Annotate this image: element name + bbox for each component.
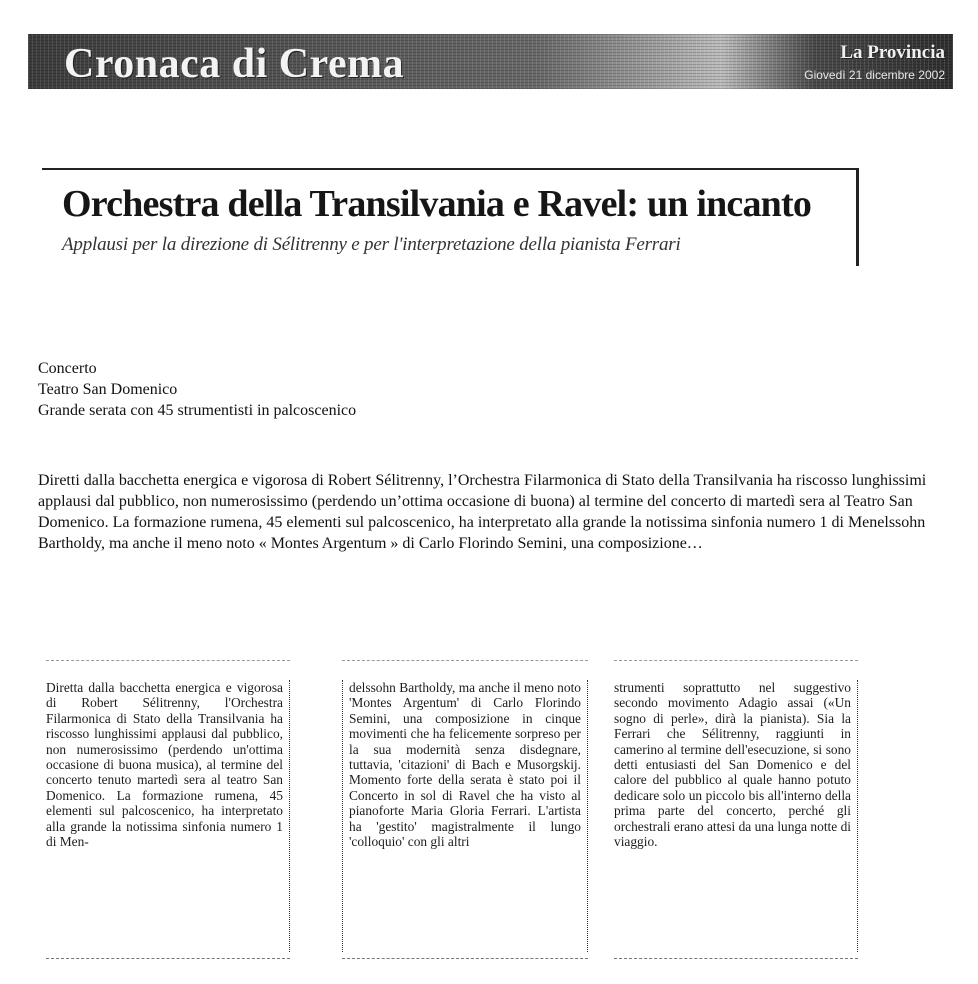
- masthead-banner: [28, 34, 953, 89]
- clipping-column-3: [614, 660, 858, 960]
- column-top-rule: [614, 660, 858, 662]
- column-bottom-rule: [46, 958, 290, 960]
- column-1-text: Diretta dalla bacchetta energica e vigorosa di Robert Sélitrenny, l'Orchestra Filarmonica di Stato della Transilvania ha riscosso lunghissimi applausi dal pubblico, non numerosissimo (perdendo un'ottima occasione di buona musica), al termine del concerto tenuto martedì sera al teatro San Domenico. La formazione rumena, 45 elementi sul palcoscenico, ha interpretato alla grande la notissima sinfonia numero 1 di Men-: [46, 680, 290, 952]
- article-lead-paragraph: Diretti dalla bacchetta energica e vigorosa di Robert Sélitrenny, l’Orchestra Filarmonica di Stato della Transilvania ha riscosso lunghissimi applausi dal pubblico, non numerosissimo (perdendo un’ottima occasione di buona) al termine del concerto di martedì sera al Teatro San Domenico. La formazione rumena, 45 elementi sul palcoscenico, ha interpretato alla grande la notissima sinfonia numero 1 di Menelssohn Bartholdy, ma anche il meno noto « Montes Argentum » di Carlo Florindo Semini, una composizione…: [38, 472, 927, 552]
- column-bottom-rule: [342, 958, 588, 960]
- clipping-column-1: [46, 660, 290, 960]
- article-meta: [38, 358, 738, 421]
- meta-category: Concerto: [38, 360, 97, 377]
- headline-box: [42, 168, 859, 266]
- issue-date: Giovedì 21 dicembre 2002: [804, 68, 945, 82]
- newspaper-name: La Provincia: [840, 42, 945, 63]
- article-subheadline: Applausi per la direzione di Sélitrenny e per l'interpretazione della pianista Ferrari: [62, 234, 681, 255]
- article-headline: Orchestra della Transilvania e Ravel: un incanto: [62, 183, 812, 225]
- column-top-rule: [46, 660, 290, 662]
- column-bottom-rule: [614, 958, 858, 960]
- meta-venue: Teatro San Domenico: [38, 381, 178, 398]
- column-2-text: delssohn Bartholdy, ma anche il meno noto 'Montes Argentum' di Carlo Florindo Semini, una composizione in cinque movimenti che ha felicemente sorpreso per la sua modernità senza disdegnare, tuttavia, 'citazioni' di Bach e Musorgskij. Momento forte della serata è stato poi il Concerto in sol di Ravel che ha visto al pianoforte Maria Gloria Ferrari. L'artista ha 'gestito' magistralmente il lungo 'colloquio' con gli altri: [342, 680, 588, 952]
- column-top-rule: [342, 660, 588, 662]
- section-title: Cronaca di Crema: [64, 41, 405, 87]
- column-3-text: strumenti soprattutto nel suggestivo secondo movimento Adagio assai («Un sogno di perle», dirà la pianista). Sia la Ferrari che Sélitrenny, raggiunti in camerino al termine dell'esecuzione, si sono detti entusiasti del San Domenico e del calore del pubblico al quale hanno potuto dedicare solo un piccolo bis all'interno della prima parte del concerto, perché gli orchestrali erano attesi da una lunga notte di viaggio.: [614, 680, 858, 952]
- clipping-column-2: [342, 660, 588, 960]
- meta-tagline: Grande serata con 45 strumentisti in palcoscenico: [38, 402, 357, 419]
